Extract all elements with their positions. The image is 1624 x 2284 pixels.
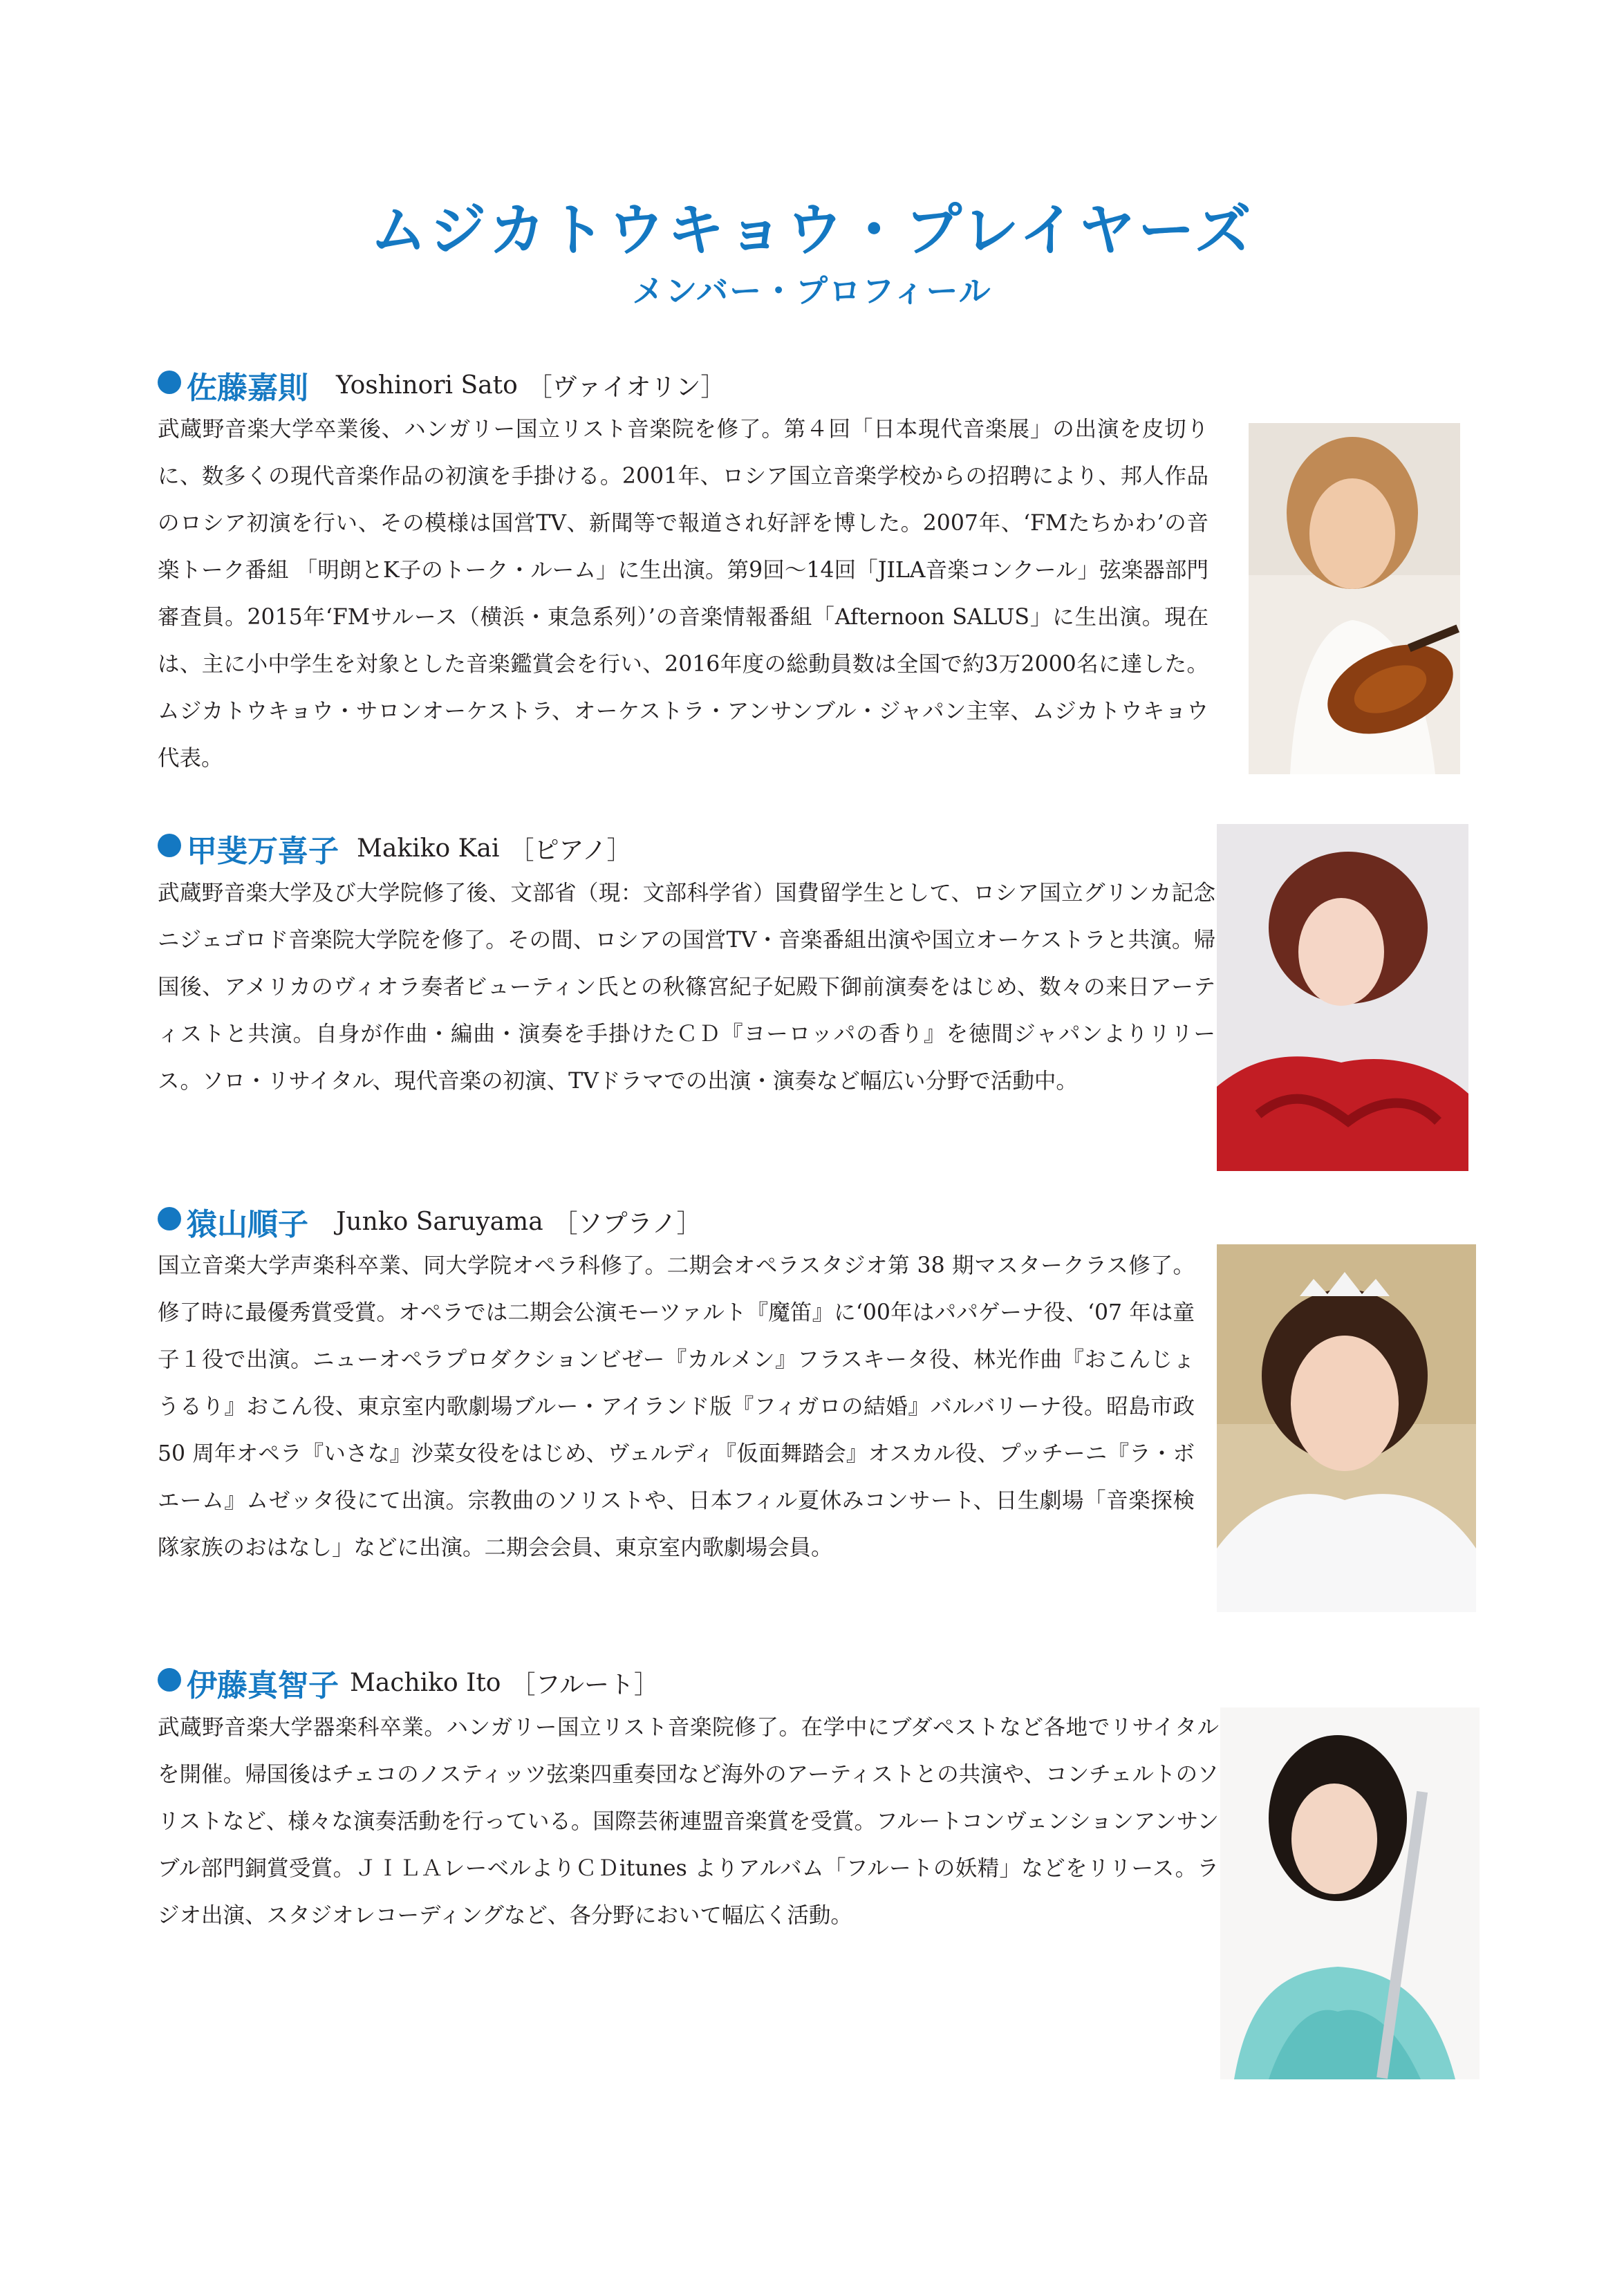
member-name-en: Yoshinori Sato — [336, 371, 518, 400]
profile-header — [158, 363, 725, 407]
profile-header — [158, 1199, 702, 1244]
page-subtitle: メンバー・プロフィール — [632, 272, 992, 310]
member-instrument: ［ヴァイオリン］ — [527, 373, 726, 402]
flutist-photo — [1220, 1707, 1480, 2079]
member-name-en: Junko Saruyama — [336, 1207, 543, 1236]
bullet-icon — [158, 1207, 181, 1230]
member-instrument: ［ソプラノ］ — [552, 1209, 702, 1238]
member-name-en: Makiko Kai — [357, 834, 500, 863]
pianist-photo — [1217, 824, 1468, 1171]
profile-header — [158, 1660, 659, 1705]
profile-header — [158, 826, 632, 870]
violinist-photo — [1249, 423, 1460, 774]
member-name-jp: 佐藤嘉則 — [187, 371, 308, 406]
member-name-jp: 甲斐万喜子 — [187, 834, 339, 869]
bullet-icon — [158, 834, 181, 857]
bullet-icon — [158, 371, 181, 394]
member-bio: 国立音楽大学声楽科卒業、同大学院オペラ科修了。二期会オペラスタジオ第 38 期マスタークラス修了。修了時に最優秀賞受賞。オペラでは二期会公演モーツァルト『魔笛』に‘00年はパパゲーナ役、‘07 年は童子１役で出演。ニューオペラプロダクションビゼー『カルメン』フラスキータ役、林光作曲『おこんじょうるり』おこん役、東京室内歌劇場ブルー・アイランド版『フィガロの結婚』バルバリーナ役。昭島市政 50 周年オペラ『いさな』沙菜女役をはじめ、ヴェルディ『仮面舞踏会』オスカル役、プッチーニ『ラ・ボエーム』ムゼッタ役にて出演。宗教曲のソリストや、日本フィル夏休みコンサート、日生劇場「音楽探検隊家族のおはなし」などに出演。二期会会員、東京室内歌劇場会員。 — [158, 1253, 1195, 1560]
bullet-icon — [158, 1668, 181, 1692]
member-instrument: ［ピアノ］ — [509, 836, 632, 865]
page-title: ムジカトウキョウ・プレイヤーズ — [370, 198, 1254, 263]
member-bio: 武蔵野音楽大学卒業後、ハンガリー国立リスト音楽院を修了。第４回「日本現代音楽展」の出演を皮切りに、数多くの現代音楽作品の初演を手掛ける。2001年、ロシア国立音楽学校からの招聘により、邦人作品のロシア初演を行い、その模様は国営TV、新聞等で報道され好評を博した。2007年、‘FMたちかわ’の音楽トーク番組 「明朗とK子のトーク・ルーム」に生出演。第9回〜14回「JILA音楽コンクール」弦楽器部門審査員。2015年‘FMサルース（横浜・東急系列）’の音楽情報番組「Afternoon SALUS」に生出演。現在は、主に小中学生を対象とした音楽鑑賞会を行い、2016年度の総動員数は全国で約3万2000名に達した。ムジカトウキョウ・サロンオーケストラ、オーケストラ・アンサンブル・ジャパン主宰、ムジカトウキョウ代表。 — [158, 417, 1208, 771]
member-bio: 武蔵野音楽大学及び大学院修了後、文部省（現：文部科学省）国費留学生として、ロシア国立グリンカ記念ニジェゴロド音楽院大学院を修了。その間、ロシアの国営TV・音楽番組出演や国立オーケストラと共演。帰国後、アメリカのヴィオラ奏者ビューティン氏との秋篠宮紀子妃殿下御前演奏をはじめ、数々の来日アーティストと共演。自身が作曲・編曲・演奏を手掛けたＣＤ『ヨーロッパの香り』を徳間ジャパンよりリリース。ソロ・リサイタル、現代音楽の初演、TVドラマでの出演・演奏など幅広い分野で活動中。 — [158, 881, 1215, 1094]
soprano-photo — [1217, 1244, 1476, 1612]
member-name-jp: 伊藤真智子 — [187, 1668, 339, 1703]
member-instrument: ［フルート］ — [510, 1670, 660, 1699]
member-name-jp: 猿山順子 — [187, 1207, 308, 1242]
member-bio: 武蔵野音楽大学器楽科卒業。ハンガリー国立リスト音楽院修了。在学中にブダペストなど各地でリサイタルを開催。帰国後はチェコのノスティッツ弦楽四重奏団など海外のアーティストとの共演や、コンチェルトのソリストなど、様々な演奏活動を行っている。国際芸術連盟音楽賞を受賞。フルートコンヴェンションアンサンブル部門銅賞受賞。ＪＩＬＡレーベルよりＣＤitunes よりアルバム「フルートの妖精」などをリリース。ラジオ出演、スタジオレコーディングなど、各分野において幅広く活動。 — [158, 1715, 1219, 1928]
member-name-en: Machiko Ito — [350, 1668, 501, 1697]
